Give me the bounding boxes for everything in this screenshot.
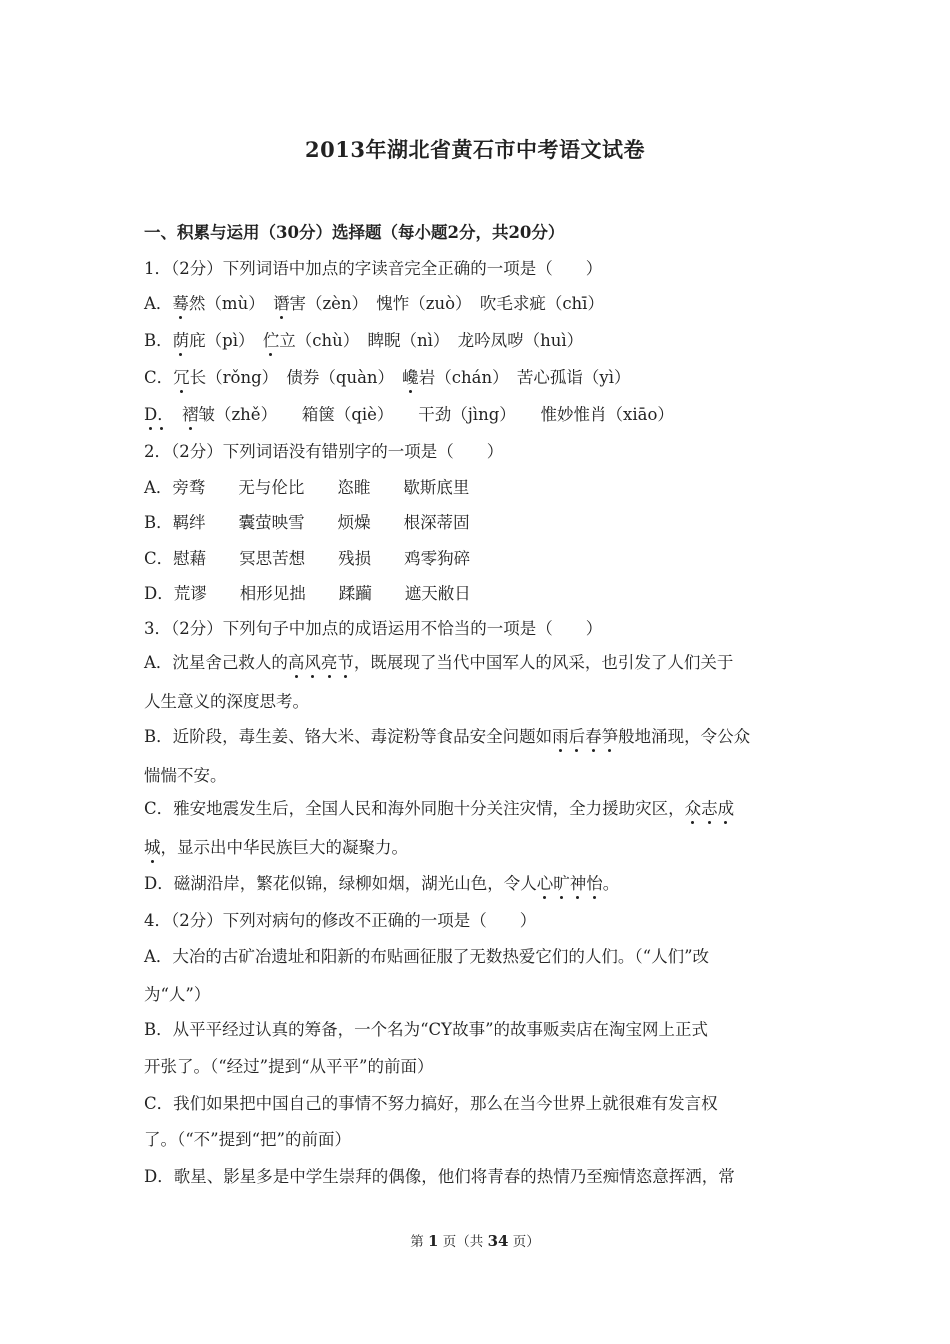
text-line — [144, 910, 834, 932]
text-segment: A．大冶的古矿冶遗址和阳新的布贴画征服了无数热爱它们的人们。（“人们”改 — [144, 947, 710, 966]
text-line — [144, 404, 834, 426]
text-segment: 害（zèn） — [289, 294, 360, 313]
footer-page-number: 1 — [428, 1232, 439, 1250]
text-segment: 立（chù） — [279, 331, 351, 350]
emphasis-dotted-text: 冗 — [173, 368, 190, 387]
emphasis-dotted-text: 雨后春笋 — [552, 727, 619, 746]
text-segment: 惟妙惟肖（xiāo） — [507, 405, 674, 424]
text-segment: 箱箧（qiè） — [268, 405, 386, 424]
emphasis-dotted-text: 巉 — [402, 368, 419, 387]
text-segment: D．歌星、影星多是中学生崇拜的偶像，他们将青春的热情乃至痴情恣意挥洒，常 — [144, 1167, 735, 1186]
text-segment: C． — [144, 368, 174, 387]
text-line — [144, 765, 834, 787]
text-segment: 4．（2分）下列对病句的修改不正确的一项是（ ） — [144, 911, 537, 930]
text-segment: 岩（chán） — [418, 368, 501, 387]
text-segment: 开张了。（“经过”提到“从平平”的前面） — [144, 1057, 434, 1076]
text-segment: D．荒谬 相形见拙 蹂躏 遮天敝日 — [144, 584, 471, 603]
emphasis-dotted-text: 谮 — [272, 294, 290, 313]
text-segment: 般地涌现，令公众 — [618, 727, 751, 746]
text-segment: C．慰藉 冥思苦想 残损 鸡零狗碎 — [144, 549, 471, 568]
text-segment: 龙吟凤哕（huì） — [441, 331, 584, 350]
text-segment: 皱（zhě） — [198, 405, 269, 424]
text-line — [144, 726, 834, 748]
text-segment: 为“人”） — [144, 985, 211, 1004]
footer-prefix: 第 — [410, 1234, 424, 1250]
text-line — [144, 1093, 834, 1115]
text-line — [144, 477, 834, 499]
footer-mid: 页（共 — [442, 1234, 484, 1250]
text-segment: 愧怍 — [359, 294, 410, 313]
text-line — [144, 367, 834, 389]
text-line — [144, 652, 834, 674]
text-segment: 庇（pì） — [189, 331, 247, 350]
text-segment: B．羁绊 囊萤映雪 烦燥 根深蒂固 — [144, 513, 470, 532]
text-line — [144, 548, 834, 570]
text-line — [144, 330, 834, 352]
text-line — [144, 691, 834, 713]
text-segment: 3．（2分）下列句子中加点的成语运用不恰当的一项是（ ） — [144, 619, 603, 638]
text-segment: A．沈星舍己救人的 — [144, 653, 288, 672]
text-line — [144, 293, 834, 315]
text-line — [144, 512, 834, 534]
text-segment: （zuò） — [409, 294, 464, 313]
text-segment: 了。（“不”提到“把”的前面） — [144, 1130, 351, 1149]
text-segment: A．旁骛 无与伦比 恣睢 歇斯底里 — [144, 478, 470, 497]
text-line — [144, 258, 834, 280]
text-line — [144, 1129, 834, 1151]
emphasis-dotted-text: 伫 — [262, 331, 280, 350]
emphasis-dotted-text: 荫 — [172, 331, 190, 350]
page-footer — [0, 1230, 950, 1250]
emphasis-dotted-text: 城 — [144, 838, 161, 857]
text-segment: 。 — [602, 874, 620, 893]
text-line — [144, 984, 834, 1006]
text-segment: B． — [144, 331, 173, 350]
text-segment: 债券（quàn） — [269, 368, 386, 387]
emphasis-dotted-text: D． 褶 — [144, 405, 199, 424]
text-line — [144, 1166, 834, 1188]
text-line — [144, 798, 834, 820]
text-segment: A． — [144, 294, 173, 313]
text-segment: 人生意义的深度思考。 — [144, 692, 309, 711]
text-segment: 吹毛求疵（chī） — [463, 294, 604, 313]
text-segment: 然（mù） — [188, 294, 257, 313]
text-segment: B．从平平经过认真的筹备，一个名为“CY故事”的故事贩卖店在淘宝网上正式 — [144, 1020, 709, 1039]
text-segment: 长（rǒng） — [189, 368, 270, 387]
text-line — [144, 583, 834, 605]
emphasis-dotted-text: 蓦 — [172, 294, 189, 313]
text-segment: C．雅安地震发生后，全国人民和海外同胞十分关注灾情，全力援助灾区， — [144, 799, 685, 818]
text-segment: ，显示出中华民族巨大的凝聚力。 — [160, 838, 408, 857]
text-line — [144, 618, 834, 640]
text-segment: 惴惴不安。 — [144, 766, 227, 785]
section-heading: 一、积累与运用（30分）选择题（每小题2分，共20分） — [144, 223, 565, 242]
text-line — [144, 1056, 834, 1078]
text-segment: D．磁湖沿岸，繁花似锦，绿柳如烟，湖光山色，令人 — [144, 874, 537, 893]
document-title: 2013年湖北省黄石市中考语文试卷 — [305, 137, 645, 162]
text-line — [144, 441, 834, 463]
text-line — [144, 1019, 834, 1041]
footer-suffix: 页） — [512, 1234, 540, 1250]
text-segment: 睥睨（nì） — [350, 331, 442, 350]
text-segment: C．我们如果把中国自己的事情不努力搞好，那么在当今世界上就很难有发言权 — [144, 1094, 718, 1113]
text-segment: 苦心孤诣（yì） — [500, 368, 631, 387]
emphasis-dotted-text: 心旷神怡 — [536, 874, 603, 893]
text-segment: B．近阶段，毒生姜、铬大米、毒淀粉等食品安全问题如 — [144, 727, 553, 746]
text-segment: 1．（2分）下列词语中加点的字读音完全正确的一项是（ ） — [144, 259, 603, 278]
text-line — [144, 873, 834, 895]
emphasis-dotted-text: 众志成 — [684, 799, 735, 818]
text-segment: 干劲（jìng） — [385, 405, 508, 424]
emphasis-dotted-text: 高风亮节 — [287, 653, 354, 672]
text-segment: 2．（2分）下列词语没有错别字的一项是（ ） — [144, 442, 504, 461]
text-segment: ，既展现了当代中国军人的风采，也引发了人们关于 — [353, 653, 734, 672]
footer-total-pages: 34 — [487, 1232, 509, 1250]
text-line — [144, 946, 834, 968]
text-line — [144, 837, 834, 859]
